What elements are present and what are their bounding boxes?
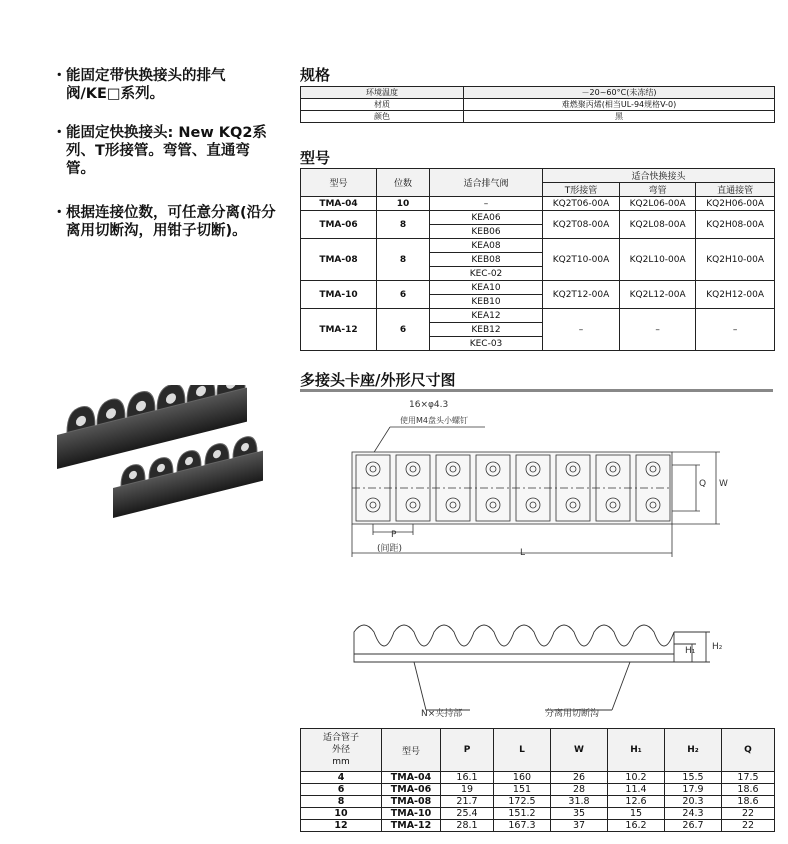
od-cell: 6 [301, 784, 382, 796]
p-cell: 19 [441, 784, 494, 796]
bullet: ・ [52, 125, 67, 141]
positions-cell: 8 [377, 211, 430, 239]
elbow-cell: KQ2L12-00A [619, 281, 695, 309]
q-cell: 18.6 [722, 784, 775, 796]
valve-cell: KEC-03 [430, 337, 543, 351]
model-cell: TMA-08 [382, 796, 441, 808]
spec-value: －20~60°C(未冻结) [464, 87, 775, 99]
q-cell: 18.6 [722, 796, 775, 808]
h1-cell: 15 [608, 808, 665, 820]
straight-cell: KQ2H08-00A [696, 211, 775, 239]
table-row [301, 111, 775, 123]
elbow-cell: – [619, 309, 695, 351]
model-cell: TMA-12 [301, 309, 377, 351]
feature-2 [52, 124, 277, 178]
dimensions-table [300, 728, 775, 832]
table-row [301, 197, 775, 211]
feature-text: 根据连接位数，可任意分离(沿分离用切断沟，用钳子切断)。 [66, 205, 276, 239]
table-row [301, 796, 775, 808]
elbow-cell: KQ2L06-00A [619, 197, 695, 211]
w-cell: 28 [551, 784, 608, 796]
model-cell: TMA-08 [301, 239, 377, 281]
model-cell: TMA-10 [382, 808, 441, 820]
tube-od-line: mm [332, 757, 350, 767]
title-underline [300, 389, 773, 392]
models-table [300, 168, 775, 351]
positions-cell: 10 [377, 197, 430, 211]
h1-cell: 12.6 [608, 796, 665, 808]
col-h2: H₂ [665, 729, 722, 772]
spec-value: 难燃聚丙烯(相当UL-94规格V-0) [464, 99, 775, 111]
q-label: Q [699, 479, 707, 489]
col-fitting: 适合快换接头 [543, 169, 775, 183]
spec-label: 材质 [301, 99, 464, 111]
clamp-note: N×夹持部 [421, 709, 463, 719]
tube-od-line: 外径 [331, 745, 350, 755]
w-cell: 31.8 [551, 796, 608, 808]
col-tube-od [301, 729, 382, 772]
pitch-label: P [391, 530, 397, 540]
elbow-cell: KQ2L08-00A [619, 211, 695, 239]
positions-cell: 8 [377, 239, 430, 281]
model-cell: TMA-12 [382, 820, 441, 832]
col-q: Q [722, 729, 775, 772]
table-row [301, 772, 775, 784]
side-view-drawing [340, 610, 740, 725]
model-cell: TMA-04 [301, 197, 377, 211]
h1-cell: 11.4 [608, 784, 665, 796]
od-cell: 8 [301, 796, 382, 808]
col-valve: 适合排气阀 [430, 169, 543, 197]
bullet: ・ [52, 68, 67, 84]
straight-cell: – [696, 309, 775, 351]
header-row [301, 729, 775, 772]
spec-value: 黑 [464, 111, 775, 123]
tee-cell: – [543, 309, 620, 351]
p-cell: 28.1 [441, 820, 494, 832]
models-title: 型号 [300, 149, 331, 167]
col-elbow: 弯管 [619, 183, 695, 197]
tube-od-line: 适合管子 [322, 733, 359, 743]
od-cell: 12 [301, 820, 382, 832]
spec-table [300, 86, 775, 123]
col-p: P [441, 729, 494, 772]
col-positions: 位数 [377, 169, 430, 197]
product-photo [55, 385, 280, 525]
p-cell: 16.1 [441, 772, 494, 784]
spec-label: 颜色 [301, 111, 464, 123]
valve-cell: KEB12 [430, 323, 543, 337]
table-row [301, 87, 775, 99]
w-label: W [719, 479, 728, 489]
spec-label: 环境温度 [301, 87, 464, 99]
tee-cell: KQ2T10-00A [543, 239, 620, 281]
model-cell: TMA-04 [382, 772, 441, 784]
col-straight: 直通接管 [696, 183, 775, 197]
table-row [301, 99, 775, 111]
table-row [301, 211, 775, 225]
q-cell: 22 [722, 808, 775, 820]
positions-cell: 6 [377, 309, 430, 351]
cut-note: 分离用切断沟 [545, 709, 600, 719]
h2-cell: 24.3 [665, 808, 722, 820]
model-cell: TMA-10 [301, 281, 377, 309]
hole-note: 16×φ4.3 [409, 400, 449, 410]
tee-cell: KQ2T12-00A [543, 281, 620, 309]
screw-note: 使用M4盘头小螺钉 [400, 416, 468, 425]
valve-cell: KEA12 [430, 309, 543, 323]
col-w: W [551, 729, 608, 772]
col-tee: T形接管 [543, 183, 620, 197]
table-row [301, 281, 775, 295]
q-cell: 22 [722, 820, 775, 832]
l-cell: 160 [494, 772, 551, 784]
model-cell: TMA-06 [382, 784, 441, 796]
valve-cell: KEB06 [430, 225, 543, 239]
straight-cell: KQ2H12-00A [696, 281, 775, 309]
valve-cell: KEA10 [430, 281, 543, 295]
h1-cell: 16.2 [608, 820, 665, 832]
col-l: L [494, 729, 551, 772]
od-cell: 10 [301, 808, 382, 820]
col-model: 型号 [382, 729, 441, 772]
h2-cell: 26.7 [665, 820, 722, 832]
tee-cell: KQ2T08-00A [543, 211, 620, 239]
l-cell: 151.2 [494, 808, 551, 820]
w-cell: 35 [551, 808, 608, 820]
header-row [301, 169, 775, 183]
tee-cell: KQ2T06-00A [543, 197, 620, 211]
valve-cell: KEC-02 [430, 267, 543, 281]
q-cell: 17.5 [722, 772, 775, 784]
feature-text: 能固定带快换接头的排气阀/KE□系列。 [66, 68, 226, 102]
drawing-title: 多接头卡座/外形尺寸图 [300, 371, 456, 389]
straight-cell: KQ2H06-00A [696, 197, 775, 211]
straight-cell: KQ2H10-00A [696, 239, 775, 281]
length-label: L [520, 548, 526, 558]
h1-cell: 10.2 [608, 772, 665, 784]
table-row [301, 784, 775, 796]
w-cell: 37 [551, 820, 608, 832]
l-cell: 172.5 [494, 796, 551, 808]
h2-cell: 15.5 [665, 772, 722, 784]
valve-cell: – [430, 197, 543, 211]
l-cell: 167.3 [494, 820, 551, 832]
feature-text: 能固定快换接头: New KQ2系列、T形接管。弯管、直通弯管。 [66, 125, 267, 177]
h2-cell: 20.3 [665, 796, 722, 808]
bullet: ・ [52, 205, 67, 221]
valve-cell: KEA08 [430, 239, 543, 253]
table-row [301, 309, 775, 323]
table-row [301, 239, 775, 253]
valve-cell: KEA06 [430, 211, 543, 225]
col-h1: H₁ [608, 729, 665, 772]
feature-1 [52, 67, 277, 103]
h1-label: H₁ [685, 646, 696, 656]
h2-label: H₂ [712, 642, 723, 652]
model-cell: TMA-06 [301, 211, 377, 239]
pitch-note: (间距) [377, 544, 403, 554]
p-cell: 25.4 [441, 808, 494, 820]
w-cell: 26 [551, 772, 608, 784]
positions-cell: 6 [377, 281, 430, 309]
table-row [301, 808, 775, 820]
od-cell: 4 [301, 772, 382, 784]
feature-3 [52, 204, 277, 240]
valve-cell: KEB08 [430, 253, 543, 267]
p-cell: 21.7 [441, 796, 494, 808]
spec-title: 规格 [300, 66, 331, 84]
l-cell: 151 [494, 784, 551, 796]
table-row [301, 820, 775, 832]
valve-cell: KEB10 [430, 295, 543, 309]
col-model: 型号 [301, 169, 377, 197]
elbow-cell: KQ2L10-00A [619, 239, 695, 281]
h2-cell: 17.9 [665, 784, 722, 796]
